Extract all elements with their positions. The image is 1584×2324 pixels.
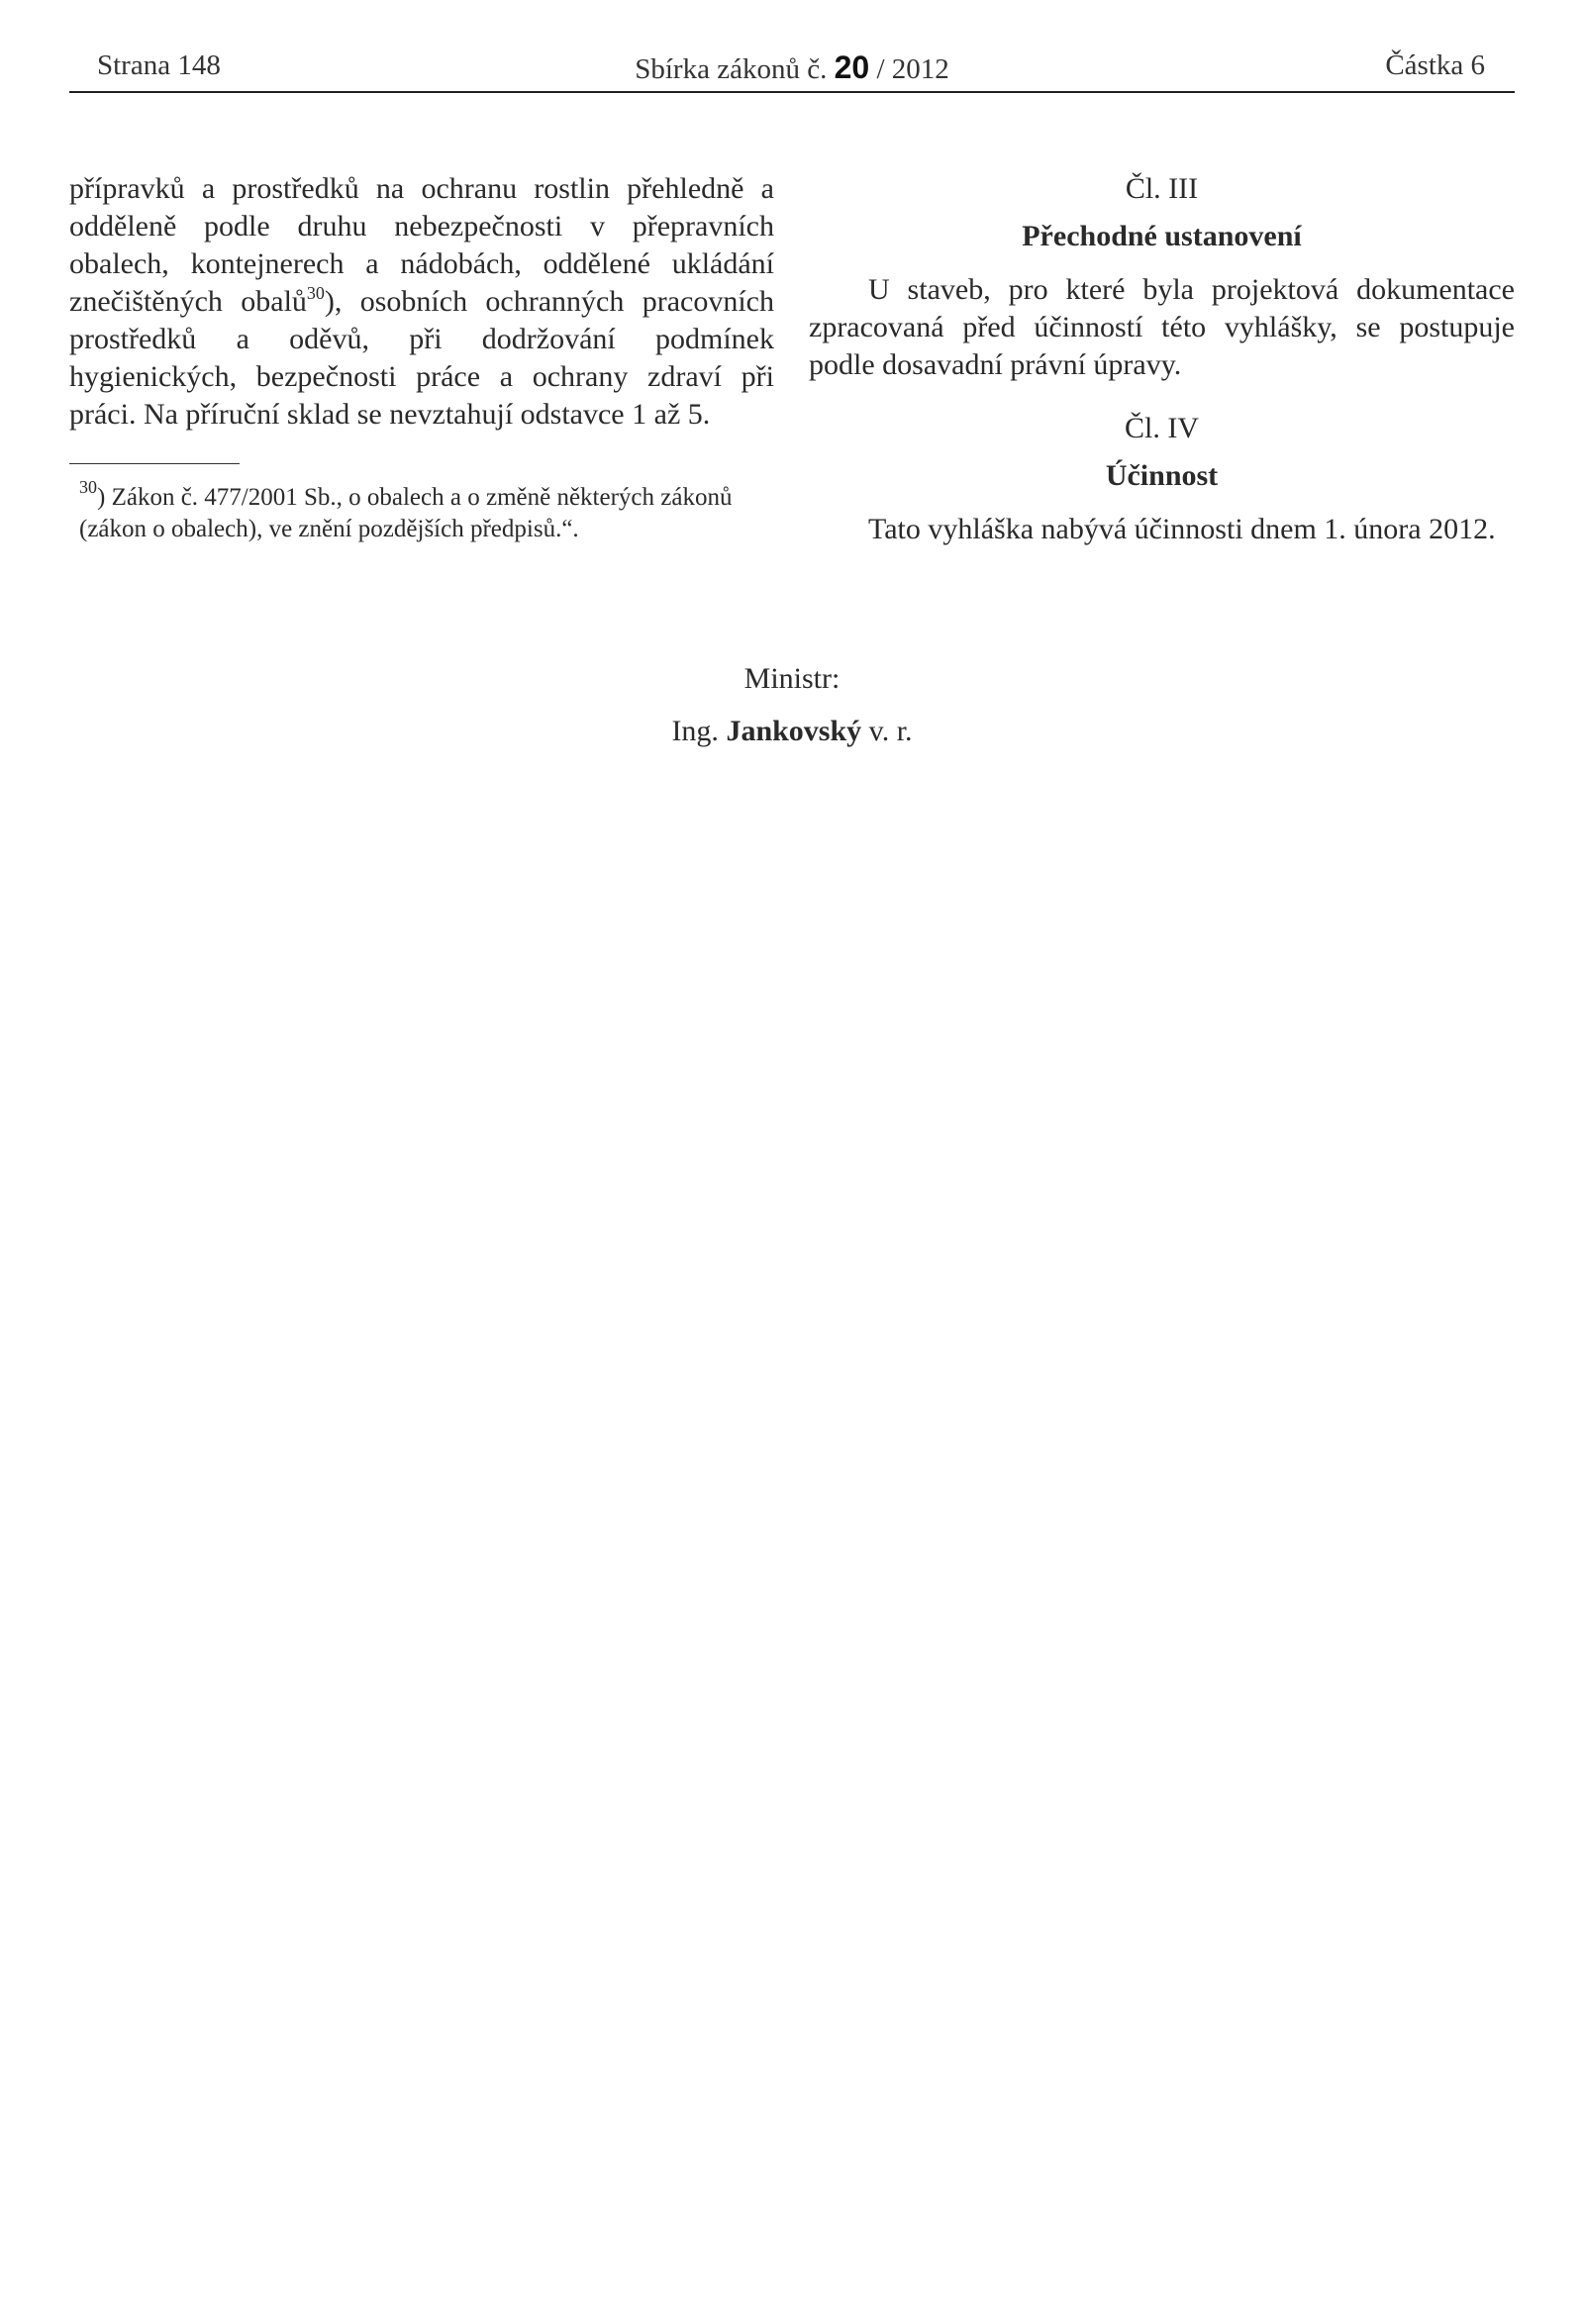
collection-title (69, 49, 1515, 86)
signature-prefix: Ing. (671, 715, 719, 747)
footnote-marker: 30 (79, 477, 97, 497)
article-3-number: Čl. III (1125, 172, 1199, 205)
signature-suffix: v. r. (868, 715, 913, 747)
article-4-title: Účinnost (1105, 459, 1219, 492)
footnote-divider (69, 463, 240, 464)
right-column (809, 170, 1515, 548)
article-3-title: Přechodné ustanovení (1022, 220, 1302, 252)
law-number: 20 (834, 49, 870, 85)
signature-name (0, 713, 1584, 750)
article-4-text: Tato vyhláška nabývá účinnosti dnem 1. února 2012. (868, 513, 1496, 545)
collection-prefix: Sbírka zákonů č. (635, 53, 828, 85)
part-number: Částka 6 (1385, 49, 1485, 81)
page-number: Strana 148 (97, 49, 221, 81)
footnote-text: ) Zákon č. 477/2001 Sb., o obalech a o změně některých zákonů (zákon o obalech), ve znění pozdějších předpisů.“. (79, 484, 733, 542)
left-column (69, 170, 774, 545)
collection-year: / 2012 (876, 53, 949, 85)
page-header (69, 48, 1515, 93)
continued-paragraph (69, 170, 774, 434)
signatory-name: Jankovský (726, 715, 862, 747)
spacer (809, 384, 1515, 410)
article-3-text: U staveb, pro které byla projektová dokumentace zpracovaná před účinností této vyhlášky, se postupuje podle dosavadní právní úpravy. (809, 273, 1515, 381)
article-4-number: Čl. IV (1125, 412, 1199, 444)
footnote-reference: 30 (306, 283, 325, 303)
footnote (69, 477, 774, 545)
paragraph-text-start: přípravků a prostředků na ochranu rostlin přehledně a odděleně podle druhu nebezpečnosti v přepravních obalech, kontejnerech a nádobách, oddělené ukládání znečištěných obalů (69, 172, 774, 318)
paragraph-text-end: ), osobních ochranných pracovních prostředků a oděvů, při dodržování podmínek hygienických, bezpečnosti práce a ochrany zdraví při práci. Na příruční sklad se nevztahují odstavce 1 až 5. (69, 285, 774, 431)
signature-title: Ministr: (743, 662, 841, 695)
